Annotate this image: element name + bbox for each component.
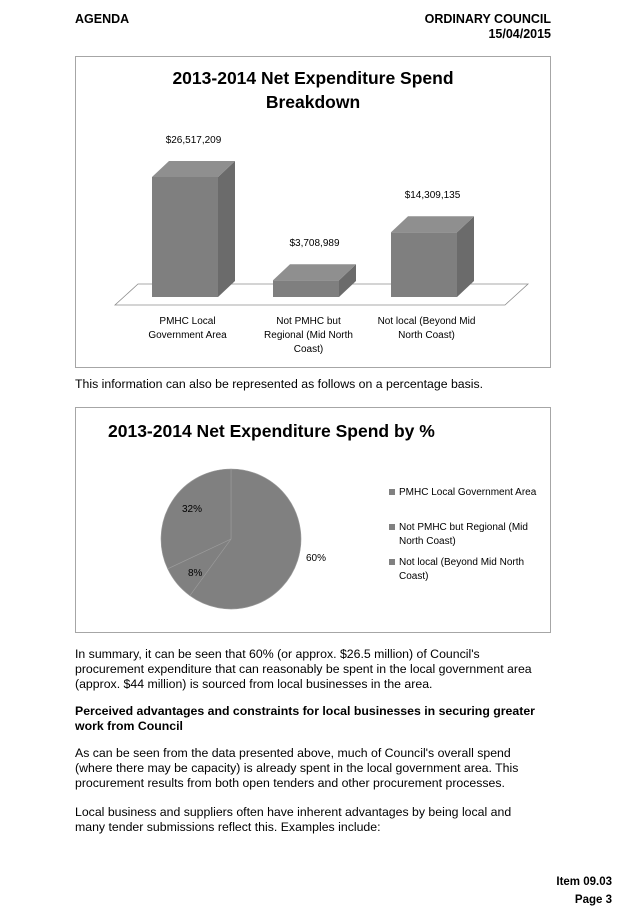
bar-category-label: Not PMHC but Regional (Mid North Coast) (264, 316, 353, 355)
bar-1 (152, 161, 235, 297)
legend-item-2 (389, 522, 528, 547)
heading-line: work from Council (75, 719, 183, 733)
pie-value-label: 60% (306, 553, 327, 564)
analysis-line: procurement results from both open tenders and other procurement processes. (75, 776, 505, 790)
legend-label: PMHC Local Government Area (399, 487, 537, 498)
bar-chart-title-line1: 2013-2014 Net Expenditure Spend (172, 68, 454, 88)
agenda-label: AGENDA (75, 12, 130, 26)
summary-line: (approx. $44 million) is sourced from local businesses in the area. (75, 677, 433, 691)
legend-swatch (389, 524, 395, 530)
page-number: Page 3 (574, 894, 612, 906)
item-number: Item 09.03 (556, 876, 612, 888)
bar-category-label: PMHC Local Government Area (148, 316, 227, 341)
bar-value-label: $3,708,989 (289, 238, 340, 250)
expenditure-bar-chart (75, 56, 551, 368)
expenditure-pie-chart (75, 407, 551, 633)
bar-chart-svg (76, 57, 550, 367)
paragraph-spend-analysis (75, 746, 555, 791)
legend-label: Not PMHC but Regional (Mid North Coast) (399, 522, 528, 547)
pie-value-label: 8% (188, 568, 203, 579)
pie-chart-title: 2013-2014 Net Expenditure Spend by % (108, 421, 435, 441)
bar-value-label: $14,309,135 (404, 190, 461, 202)
section-heading (75, 704, 555, 734)
pie-value-label: 32% (182, 504, 203, 515)
paragraph-percentage-intro: This information can also be represented as follows on a percentage basis. (75, 377, 484, 391)
advantages-line: many tender submissions reflect this. Examples include: (75, 820, 381, 834)
heading-line: Perceived advantages and constraints for local businesses in securing greater (75, 704, 535, 718)
meeting-name: ORDINARY COUNCIL (424, 12, 551, 26)
legend-swatch (389, 559, 395, 565)
summary-line: In summary, it can be seen that 60% (or approx. $26.5 million) of Council's (75, 647, 480, 661)
meeting-date: 15/04/2015 (488, 27, 551, 41)
paragraph-summary (75, 647, 555, 692)
legend-swatch (389, 489, 395, 495)
bar-3 (391, 216, 474, 297)
advantages-line: Local business and suppliers often have inherent advantages by being local and (75, 805, 512, 819)
legend-item-3 (389, 557, 524, 582)
paragraph-local-advantages (75, 805, 555, 835)
pie-chart-svg (76, 408, 550, 632)
analysis-line: As can be seen from the data presented above, much of Council's overall spend (75, 746, 511, 760)
bar-chart-title-line2: Breakdown (265, 92, 361, 112)
legend-item-1 (389, 487, 537, 498)
analysis-line: (where there may be capacity) is already spent in the local government area. This (75, 761, 519, 775)
meeting-header (425, 12, 551, 42)
bar-value-label: $26,517,209 (165, 135, 222, 146)
bar-category-label: Not local (Beyond Mid North Coast) (377, 316, 476, 341)
legend-label: Not local (Beyond Mid North Coast) (399, 557, 525, 582)
bar-2 (273, 264, 356, 297)
summary-line: procurement expenditure that can reasonably be spent in the local government area (75, 662, 532, 676)
